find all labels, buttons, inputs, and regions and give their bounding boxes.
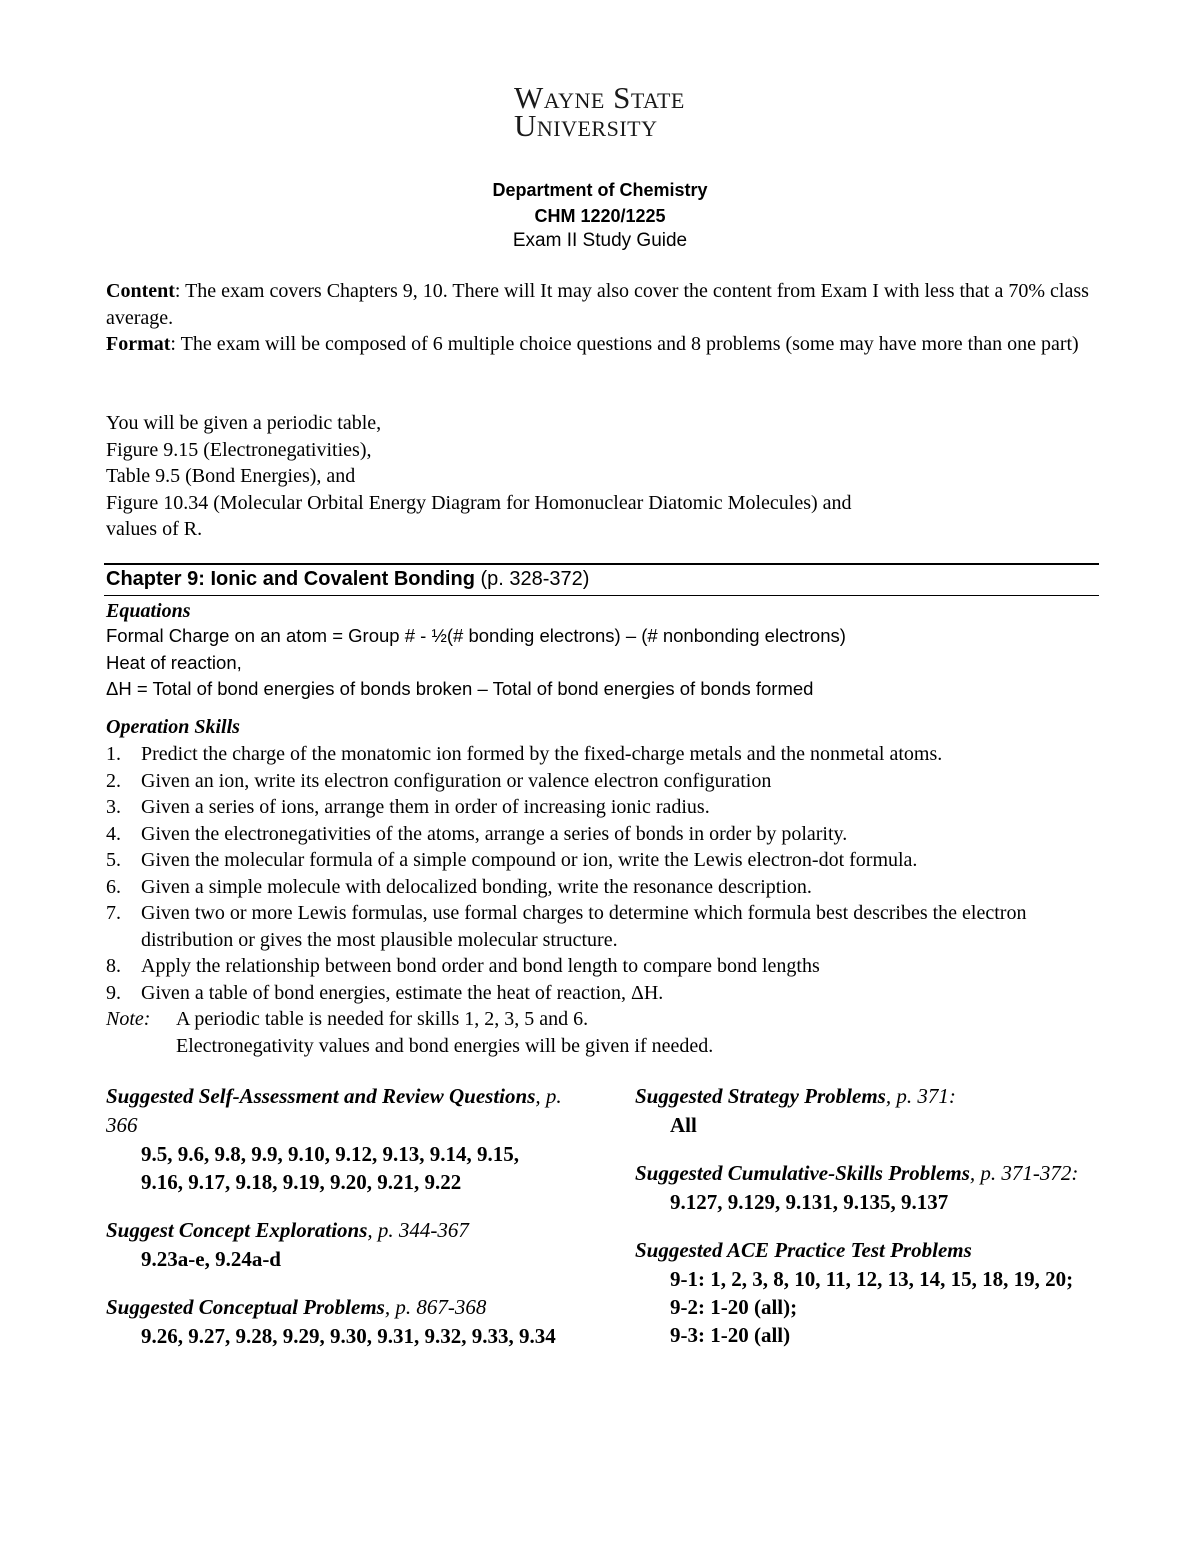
list-item: 7. Given two or more Lewis formulas, use formal charges to determine which formula best describes the electron distribution or gives the most plausible molecular structure. [106, 902, 1027, 951]
equation-line: Heat of reaction, [106, 651, 242, 673]
note-label: Note: [106, 1008, 151, 1030]
problem-list: 9.23a-e, 9.24a-d [141, 1247, 281, 1271]
skills-list [106, 741, 1096, 1059]
chapter-heading [106, 568, 589, 591]
list-item: 8. Apply the relationship between bond order and bond length to compare bond lengths [106, 955, 820, 977]
note-line: Electronegativity values and bond energies will be given if needed. [176, 1034, 714, 1057]
course-number: CHM 1220/1225 [534, 206, 666, 226]
guide-title: Exam II Study Guide [512, 230, 688, 251]
suggested-left-column [106, 1082, 566, 1370]
chapter-bottom-rule [104, 595, 1099, 596]
content-label: Content [106, 280, 175, 302]
problem-list: All [670, 1113, 697, 1137]
ace-block: Suggested ACE Practice Test Problems 9-1: 1, 2, 3, 8, 10, 11, 12, 13, 14, 15, 18, 19, 20; 9-2: 1-20 (all); 9-3: 1-20 (all) [635, 1236, 1095, 1349]
equation-line: ΔH = Total of bond energies of bonds broken – Total of bond energies of bonds formed [106, 678, 814, 699]
suggested-right-column [635, 1082, 1095, 1369]
chapter-top-rule [104, 563, 1099, 565]
list-item: 9. Given a table of bond energies, estimate the heat of reaction, ΔH. [106, 981, 664, 1004]
provided-item: values of R. [106, 518, 203, 540]
equation-line: Formal Charge on an atom = Group # - ½(# bonding electrons) – (# nonbonding electrons) [106, 625, 846, 646]
problem-list: 9.26, 9.27, 9.28, 9.29, 9.30, 9.31, 9.32, 9.33, 9.34 [141, 1324, 556, 1348]
equations-block [106, 623, 1096, 703]
problem-list: 9.5, 9.6, 9.8, 9.9, 9.10, 9.12, 9.13, 9.14, 9.15, 9.16, 9.17, 9.18, 9.19, 9.20, 9.21, 9.22 [141, 1142, 519, 1194]
content-text: : The exam covers Chapters 9, 10. There will It may also cover the content from Exam I with less that a 70% class average. [106, 280, 1089, 329]
problem-list: 9.127, 9.129, 9.131, 9.135, 9.137 [670, 1190, 949, 1214]
skills-note [106, 1006, 1096, 1059]
university-logo [514, 80, 686, 143]
equations-heading: Equations [106, 600, 191, 622]
provided-item: Figure 10.34 (Molecular Orbital Energy Diagram for Homonuclear Diatomic Molecules) and [106, 491, 852, 514]
list-item: 3. Given a series of ions, arrange them in order of increasing ionic radius. [106, 796, 710, 818]
note-line: A periodic table is needed for skills 1, 2, 3, 5 and 6. [176, 1008, 589, 1030]
suggestion-block: Suggested Strategy Problems, p. 371: All [635, 1082, 1095, 1139]
chapter-pages: (p. 328-372) [474, 568, 590, 590]
skills-heading: Operation Skills [106, 716, 240, 738]
suggestion-block: Suggest Concept Explorations, p. 344-367 9.23a-e, 9.24a-d [106, 1216, 566, 1273]
content-paragraph [106, 278, 1096, 331]
suggestion-block: Suggested Cumulative-Skills Problems, p. 371-372: 9.127, 9.129, 9.131, 9.135, 9.137 [635, 1159, 1095, 1216]
list-item: 5. Given the molecular formula of a simple compound or ion, write the Lewis electron-dot formula. [106, 849, 918, 871]
format-label: Format [106, 333, 171, 355]
list-item: 6. Given a simple molecule with delocalized bonding, write the resonance description. [106, 875, 812, 898]
suggestion-block: Suggested Conceptual Problems, p. 867-368 9.26, 9.27, 9.28, 9.29, 9.30, 9.31, 9.32, 9.33, 9.34 [106, 1293, 566, 1350]
list-item: 1. Predict the charge of the monatomic ion formed by the fixed-charge metals and the nonmetal atoms. [106, 743, 943, 765]
suggestion-block: Suggested Self-Assessment and Review Questions, p. 366 9.5, 9.6, 9.8, 9.9, 9.10, 9.12, 9.13, 9.14, 9.15, 9.16, 9.17, 9.18, 9.19, 9.20, 9.21, 9.22 [106, 1082, 566, 1196]
chapter-title: Chapter 9: Ionic and Covalent Bonding [106, 568, 475, 590]
logo-line-2: University [514, 108, 658, 143]
department-title: Department of Chemistry [492, 180, 708, 200]
format-text: : The exam will be composed of 6 multiple choice questions and 8 problems (some may have more than one part) [170, 333, 1079, 355]
provided-item: Figure 9.15 (Electronegativities), [106, 438, 372, 461]
provided-item: Table 9.5 (Bond Energies), and [106, 465, 356, 487]
ace-line: 9-3: 1-20 (all) [670, 1323, 791, 1347]
provided-item: You will be given a periodic table, [106, 412, 382, 434]
logo-line-1: Wayne State [514, 80, 685, 115]
list-item: 4. Given the electronegativities of the atoms, arrange a series of bonds in order by polarity. [106, 822, 848, 845]
format-paragraph [106, 331, 1096, 358]
provided-materials [106, 410, 1096, 543]
ace-line: 9-2: 1-20 (all); [670, 1295, 798, 1319]
list-item: 2. Given an ion, write its electron configuration or valence electron configuration [106, 769, 772, 792]
ace-line: 9-1: 1, 2, 3, 8, 10, 11, 12, 13, 14, 15, 18, 19, 20; [670, 1267, 1074, 1291]
